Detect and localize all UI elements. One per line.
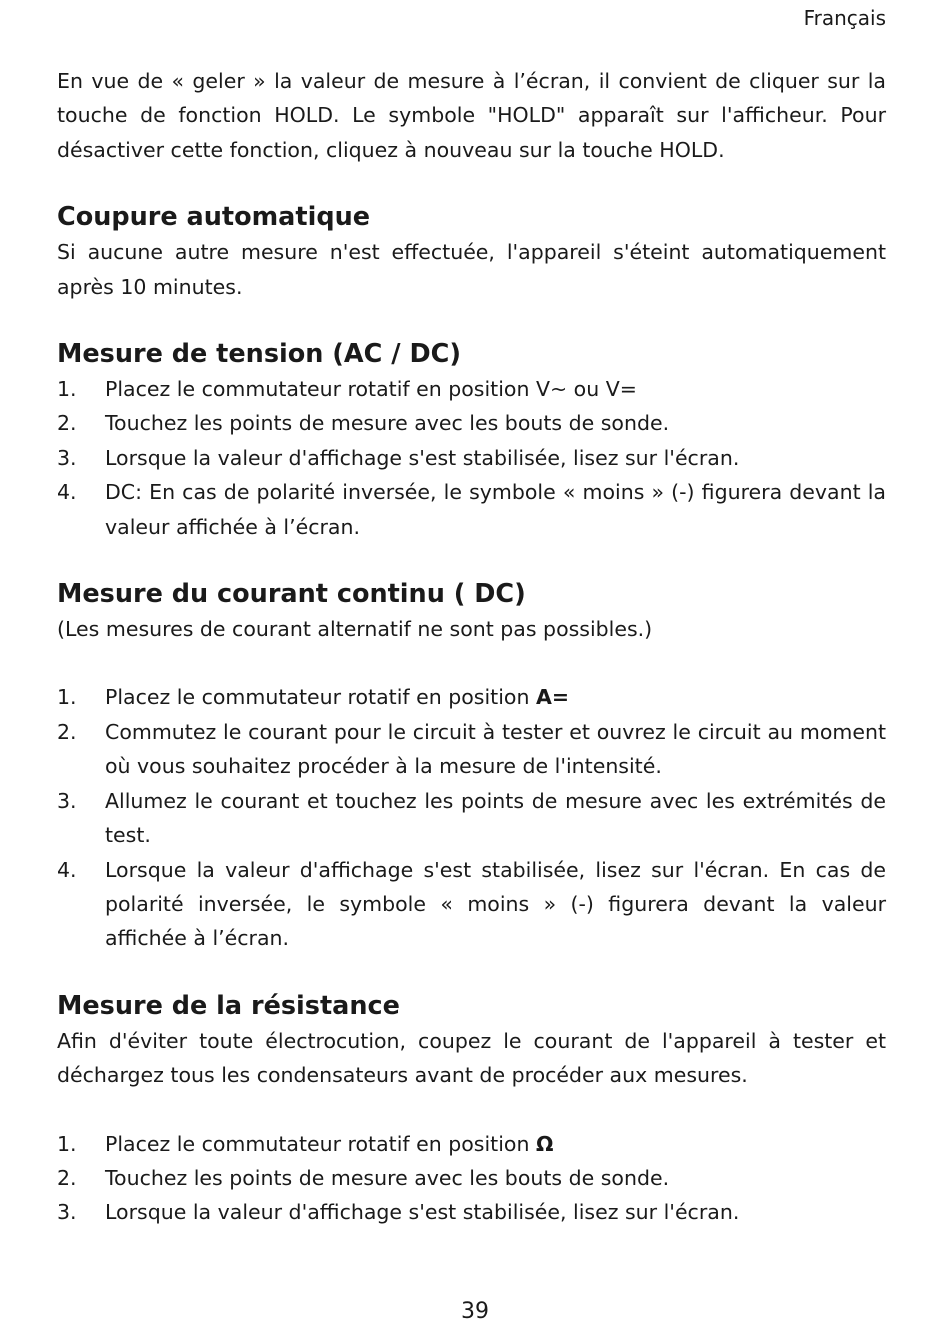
step-number: 2.	[57, 719, 77, 744]
step-text: Lorsque la valeur d'affichage s'est stabilisée, lisez sur l'écran.	[105, 1200, 740, 1225]
omega-symbol: Ω	[535, 1131, 554, 1156]
auto-off-paragraph: Si aucune autre mesure n'est effectuée, l'appareil s'éteint automatiquement après 10 minutes.	[57, 240, 886, 299]
list-item	[57, 441, 886, 475]
step-number: 3.	[57, 1200, 77, 1225]
step-number: 2.	[57, 411, 77, 436]
step-number: 1.	[57, 1131, 77, 1156]
step-number: 4.	[57, 857, 77, 882]
list-item	[57, 1161, 886, 1195]
list-item	[57, 475, 886, 544]
list-item	[57, 784, 886, 853]
language-label: Français	[803, 6, 886, 30]
page-number: 39	[461, 1299, 489, 1324]
step-number: 4.	[57, 480, 77, 505]
step-text: Touchez les points de mesure avec les bouts de sonde.	[105, 1165, 670, 1190]
step-text: DC: En cas de polarité inversée, le symbole « moins » (-) figurera devant la valeur affichée à l’écran.	[105, 480, 886, 539]
list-item	[57, 1127, 886, 1161]
list-item	[57, 372, 886, 406]
section-title-resistance: Mesure de la résistance	[57, 990, 400, 1021]
step-number: 1.	[57, 377, 77, 402]
list-item	[57, 715, 886, 784]
section-title-auto-off: Coupure automatique	[57, 202, 371, 233]
current-steps	[57, 680, 886, 955]
section-title-voltage: Mesure de tension (AC / DC)	[57, 339, 461, 370]
list-item	[57, 406, 886, 440]
section-auto-off	[57, 200, 886, 304]
step-text: Placez le commutateur rotatif en position V~ ou V=	[105, 377, 637, 402]
list-item	[57, 680, 886, 714]
step-text: Placez le commutateur rotatif en position	[105, 685, 536, 710]
step-number: 3.	[57, 788, 77, 813]
step-number: 2.	[57, 1165, 77, 1190]
step-text: Placez le commutateur rotatif en position	[105, 1131, 536, 1156]
step-text: Lorsque la valeur d'affichage s'est stabilisée, lisez sur l'écran. En cas de polarité inversée, le symbole « moins » (-) figurera devant la valeur affichée à l’écran.	[105, 857, 886, 951]
section-current	[57, 577, 886, 956]
position-symbol: A=	[535, 685, 570, 710]
list-item	[57, 1195, 886, 1229]
section-resistance	[57, 989, 886, 1230]
list-item	[57, 853, 886, 956]
section-voltage	[57, 337, 886, 544]
step-text: Commutez le courant pour le circuit à tester et ouvrez le circuit au moment où vous souhaitez procéder à la mesure de l'intensité.	[105, 719, 886, 779]
page-content	[57, 64, 886, 1230]
intro-paragraph: En vue de « geler » la valeur de mesure à l’écran, il convient de cliquer sur la touche de fonction HOLD. Le symbole "HOLD" apparaît sur l'afficheur. Pour désactiver cette fonction, cliquez à nouveau sur la touche HOLD.	[57, 69, 886, 162]
step-text: Lorsque la valeur d'affichage s'est stabilisée, lisez sur l'écran.	[105, 445, 740, 470]
voltage-steps	[57, 372, 886, 544]
step-text: Allumez le courant et touchez les points de mesure avec les extrémités de test.	[105, 788, 886, 848]
resistance-steps	[57, 1127, 886, 1230]
step-number: 1.	[57, 685, 77, 710]
step-text: Touchez les points de mesure avec les bouts de sonde.	[105, 411, 670, 436]
section-title-current: Mesure du courant continu ( DC)	[57, 579, 526, 610]
resistance-paragraph: Afin d'éviter toute électrocution, coupez le courant de l'appareil à tester et déchargez tous les condensateurs avant de procéder aux mesures.	[57, 1028, 886, 1088]
step-number: 3.	[57, 445, 77, 470]
current-note: (Les mesures de courant alternatif ne sont pas possibles.)	[57, 617, 653, 642]
